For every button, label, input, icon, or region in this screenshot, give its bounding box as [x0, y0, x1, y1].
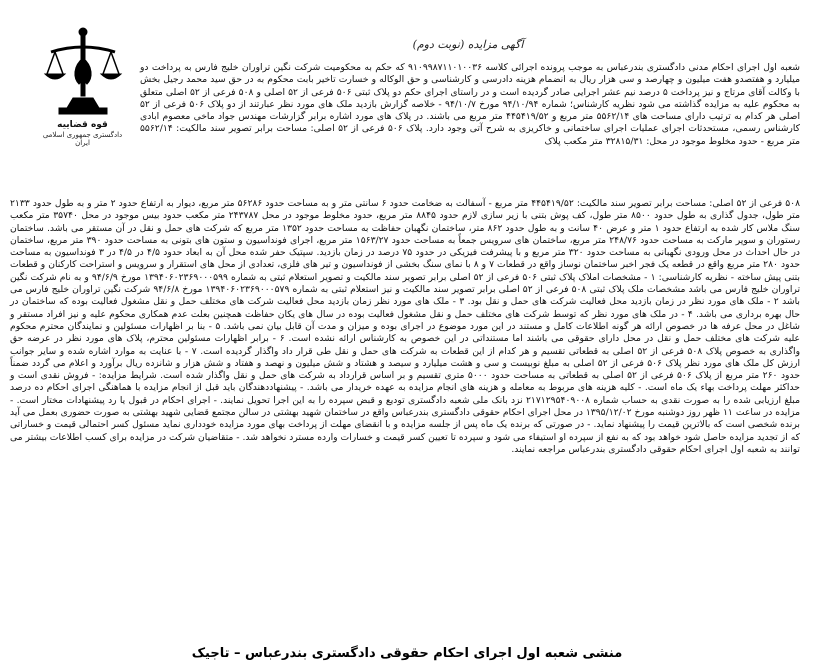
notice-title: آگهی مزایده (نوبت دوم): [412, 38, 524, 51]
emblem-subtitle: دادگستری جمهوری اسلامی ایران: [42, 131, 123, 147]
emblem-name: قوه قضاییه: [57, 120, 108, 130]
notice-body-top: شعبه اول اجرای احکام مدنی دادگستری بندرعباس به موجب پرونده اجرائی کلاسه ۹۱۰۹۹۸۷۱۱۰۱۰۰۳۶ که حکم به محکومیت شرکت نگین تراوران خلیج فارس به پرداخت دو میلیارد و هفتصدو هفت میلیون و چهارصد و سی هزار ریال به انضمام هزینه دادرسی و کارشناسی و حق الوکاله و خسارت تاخیر بابت محکوم به در حق سید محمد رجیل بخش با وکالت آقای مرتاج و نیز پرداخت ۵ درصد نیم عشر اجرایی صادر گردیده است و در راستای اجرای حکم دو پلاک ثبتی ۵۰۶ فرعی از ۵۲ اصلی و ۵۰۸ فرعی از ۵۲ اصلی متعلق به محکوم علیه به مزایده گذاشته می شود نظریه کارشناس؛ شماره ۹۴/۱۰/۹۴ مورخ ۹۴/۱۰/۷ - خلاصه گزارش بازدید ملک های مورد نظر عبارتند از دو پلاک ۵۰۶ فرعی از ۵۲ اصلی هر کدام به ترتیب دارای مساحت های ۵۵۶۲/۱۴ متر مربع و ۴۴۵۴۱۹/۵۲ متر مربع می باشند. در پلاک های مورد اشاره برابر گزارشات مهندس جواد ماخی معصوم ابادی کارشناس رسمی، مستحدثات اجرای عملیات اجرای ساختمانی و خاکریزی به شرح آتی وجود دارد. پلاک ۵۰۶ فرعی از ۵۲ اصلی: مساحت برابر تصویر سند مالکیت: ۵۵۶۲/۱۴ متر مربع - حدود مخلوط موجود در محل: ۳۲۸۱۵/۳۱ متر مکعب پلاک: [140, 62, 800, 147]
notice-signature: منشی شعبه اول اجرای احکام حقوقی دادگستری بندرعباس – تاجیک: [191, 646, 623, 661]
notice-body-main: ۵۰۸ فرعی از ۵۲ اصلی: مساحت برابر تصویر سند مالکیت: ۴۴۵۴۱۹/۵۲ متر مربع - آسفالت به ضخامت حدود ۶ سانتی متر و به مساحت حدود ۵۶۲۸۶ متر مربع، دیوار به ارتفاع حدود ۲ متر و به طول حدود ۲۱۳۳ متر طول، جدول گذاری به طول حدود ۸۵۰۰ متر طول، کف پوش بتنی با زیر سازی لازم حدود ۸۸۴۵ متر مربع، حدود مخلوط موجود در محل ۲۴۳۷۸۷ متر مکعب حدود بیس موجود در محل ۳۵۷۴۰ متر مکعب سنگ ملاس کار شده به ارتفاع حدود ۱ متر و عرض ۴۰ سانت و به طول حدود ۸۶۲ متر، ساختمان نگهبان حفاظت به مساحت حدود ۱۳۵۲ متر مربع که شرکت های حمل و نقل در آن مستقر می باشد. ساختمان رستوران و سوپر مارکت به مساحت حدود ۲۴۸/۷۶ متر مربع، ساختمان های سرویس جمعاً به مساحت حدود ۱۵۶۳/۲۷ متر مربع، اجرای فونداسیون و ستون های بتونی به مساحت حدود ۳۹۰ متر مربع، ساختمان در حال احداث در محل ورودی نگهبانی به مساحت حدود ۳۲۰ متر مربع و با پیشرفت فیزیکی در حدود ۷۵ درصد در زمان بازدید. سپتیک حفر شده محل آن به ابعاد حدود ۴/۵ در ۴/۵ در ۳ فونداسیون به مساحت حدود ۲۸۰ متر مربع واقع در قطعه یک فجر اخبر ساختمان نوساز واقع در قطعات ۷ و ۸ با نمای سنگ بخشی از فونداسیون و تیر های فلزی، تعدادی از محل های استقرار و سرویس و استراحت کارکنان و قطعات بتنی پیش ساخته - نظریه کارشناسی: ۱ - مشخصات املاک پلاک ثبتی ۵۰۶ فرعی از ۵۲ اصلی برابر تصویر سند مالکیت و تصویر استعلام ثبتی به شماره ۱۳۹۴۰۶۰۲۳۶۹۰۰۰۵۹۹ مورخ ۹۴/۶/۹ و به نام شرکت نگین تراوران خلیج فارس می باشد مشخصات ملک پلاک ثبتی ۵۰۸ فرعی از ۵۲ اصلی برابر تصویر سند مالکیت و نیز استعلام ثبتی به شماره ۱۳۹۴۰۶۰۲۳۶۹۰۰۰۵۷۹ مورخ ۹۴/۶/۸ شرکت نگین تراوران خلیج فارس می باشد ۲ - ملک های مورد نظر در زمان بازدید محل فعالیت شرکت های حمل و نقل بود. ۳ - ملک های مورد نظر زمان بازدید محل فعالیت شرکت های مختلف حمل و نقل مشغول فعالیت بوده که ساختمان در حال بهره برداری می باشد. ۴ - در ملک های مورد نظر که توسط شرکت های مختلف حمل و نقل مشغول فعالیت بوده در سال های یکان حفاظت همچنین بعلت عدم همکاری محکوم علیه و نیز افراد مستقر و شاغل در محل عرفه ها در خصوص ارائه هر گونه اطلاعات کامل و مستند در این مورد موضوع در اجرای بوده و میزان و مدت آن قابل بیان نمی باشد. ۵ - بنا بر اظهارات مسئولین و نمایندگان محترم محکوم علیه شرکت های مختلف حمل و نقل در محل دارای حقوقی می باشند اما مستنداتی در این خصوص به کارشناس ارائه نشده است. ۶ - برابر اظهارات مسئولین محترم، پلاک های مورد نظر در عرضه حق واگذاری به خصوص پلاک ۵۰۸ فرعی از ۵۲ اصلی به قطعاتی تقسیم و هر کدام از این قطعات به شرکت های حمل و نقل طی قرار داد واگذار گردیده است. ۷ - با عنایت به موارد اشاره شده و سایر جوانب ارزش کل ملک های مورد نظر پلاک ۵۰۶ فرعی از ۵۲ اصلی به مبلغ نوبیست و سی و هشت میلیارد و سیصد و هشتاد و شش میلیون و نهصد و هفتاد و شش هزار و شانزده ریال برآورد و اعلام می گردد ضمناً حدود ۲۶۰ متر مربع از پلاک ۵۰۶ فرعی از ۵۲ اصلی به قطعاتی به مساحت حدود ۵۰۰۰ متری تقسیم و بر اساس قرارداد به شرکت های حمل و نقل واگذار شده است. شرایط مزایده: - فروش نقدی است و حداکثر مهلت پرداخت بهاء یک ماه است. - کلیه هزینه های مربوط به معامله و هزینه های انجام مزایده به عهده خریدار می باشد. - پیشنهاددهندگان باید قبل از انجام مزایده با هماهنگی اجرای احکام ده درصد مبلغ ارزیابی شده را به صورت نقدی به حساب شماره ۲۱۷۱۲۹۵۴۰۹۰۰۸ نزد بانک ملی شعبه دادگستری تودیع و قبض سپرده را به این اجرا تحویل نمایند. - اجرای احکام در قبول یا رد پیشنهادات مختار است. - مزایده در ساعت ۱۱ ظهر روز دوشنبه مورخ ۱۳۹۵/۱۲/۰۲ در محل اجرای احکام حقوقی دادگستری بندرعباس واقع در ساختمان شهید بهشتی در سالن مجتمع قضایی شهید بهشتی به صورت حضوری بعمل می آید برنده شخصی است که بالاترین قیمت را پیشنهاد نماید. - در صورتی که برنده یک ماه پس از جلسه مزایده و با انقضای مهلت از پرداخت بهای مورد مزایده خودداری نماید مسئول کسر احتمالی قیمت و خساراتی که از تجدید مزایده حاصل شود خواهد بود که به نفع از سپرده او استیفاء می شود و سپرده تا تعیین کسر قیمت و خسارات وارده مسترد نخواهد شد. - متقاضیان شرکت در مزایده برای کسب اطلاعات بیشتر می توانند به شعبه اول اجرای احکام حقوقی دادگستری بندرعباس مراجعه نمایند.: [10, 198, 801, 455]
judiciary-emblem-icon: [43, 22, 123, 118]
judiciary-emblem: [35, 22, 130, 152]
